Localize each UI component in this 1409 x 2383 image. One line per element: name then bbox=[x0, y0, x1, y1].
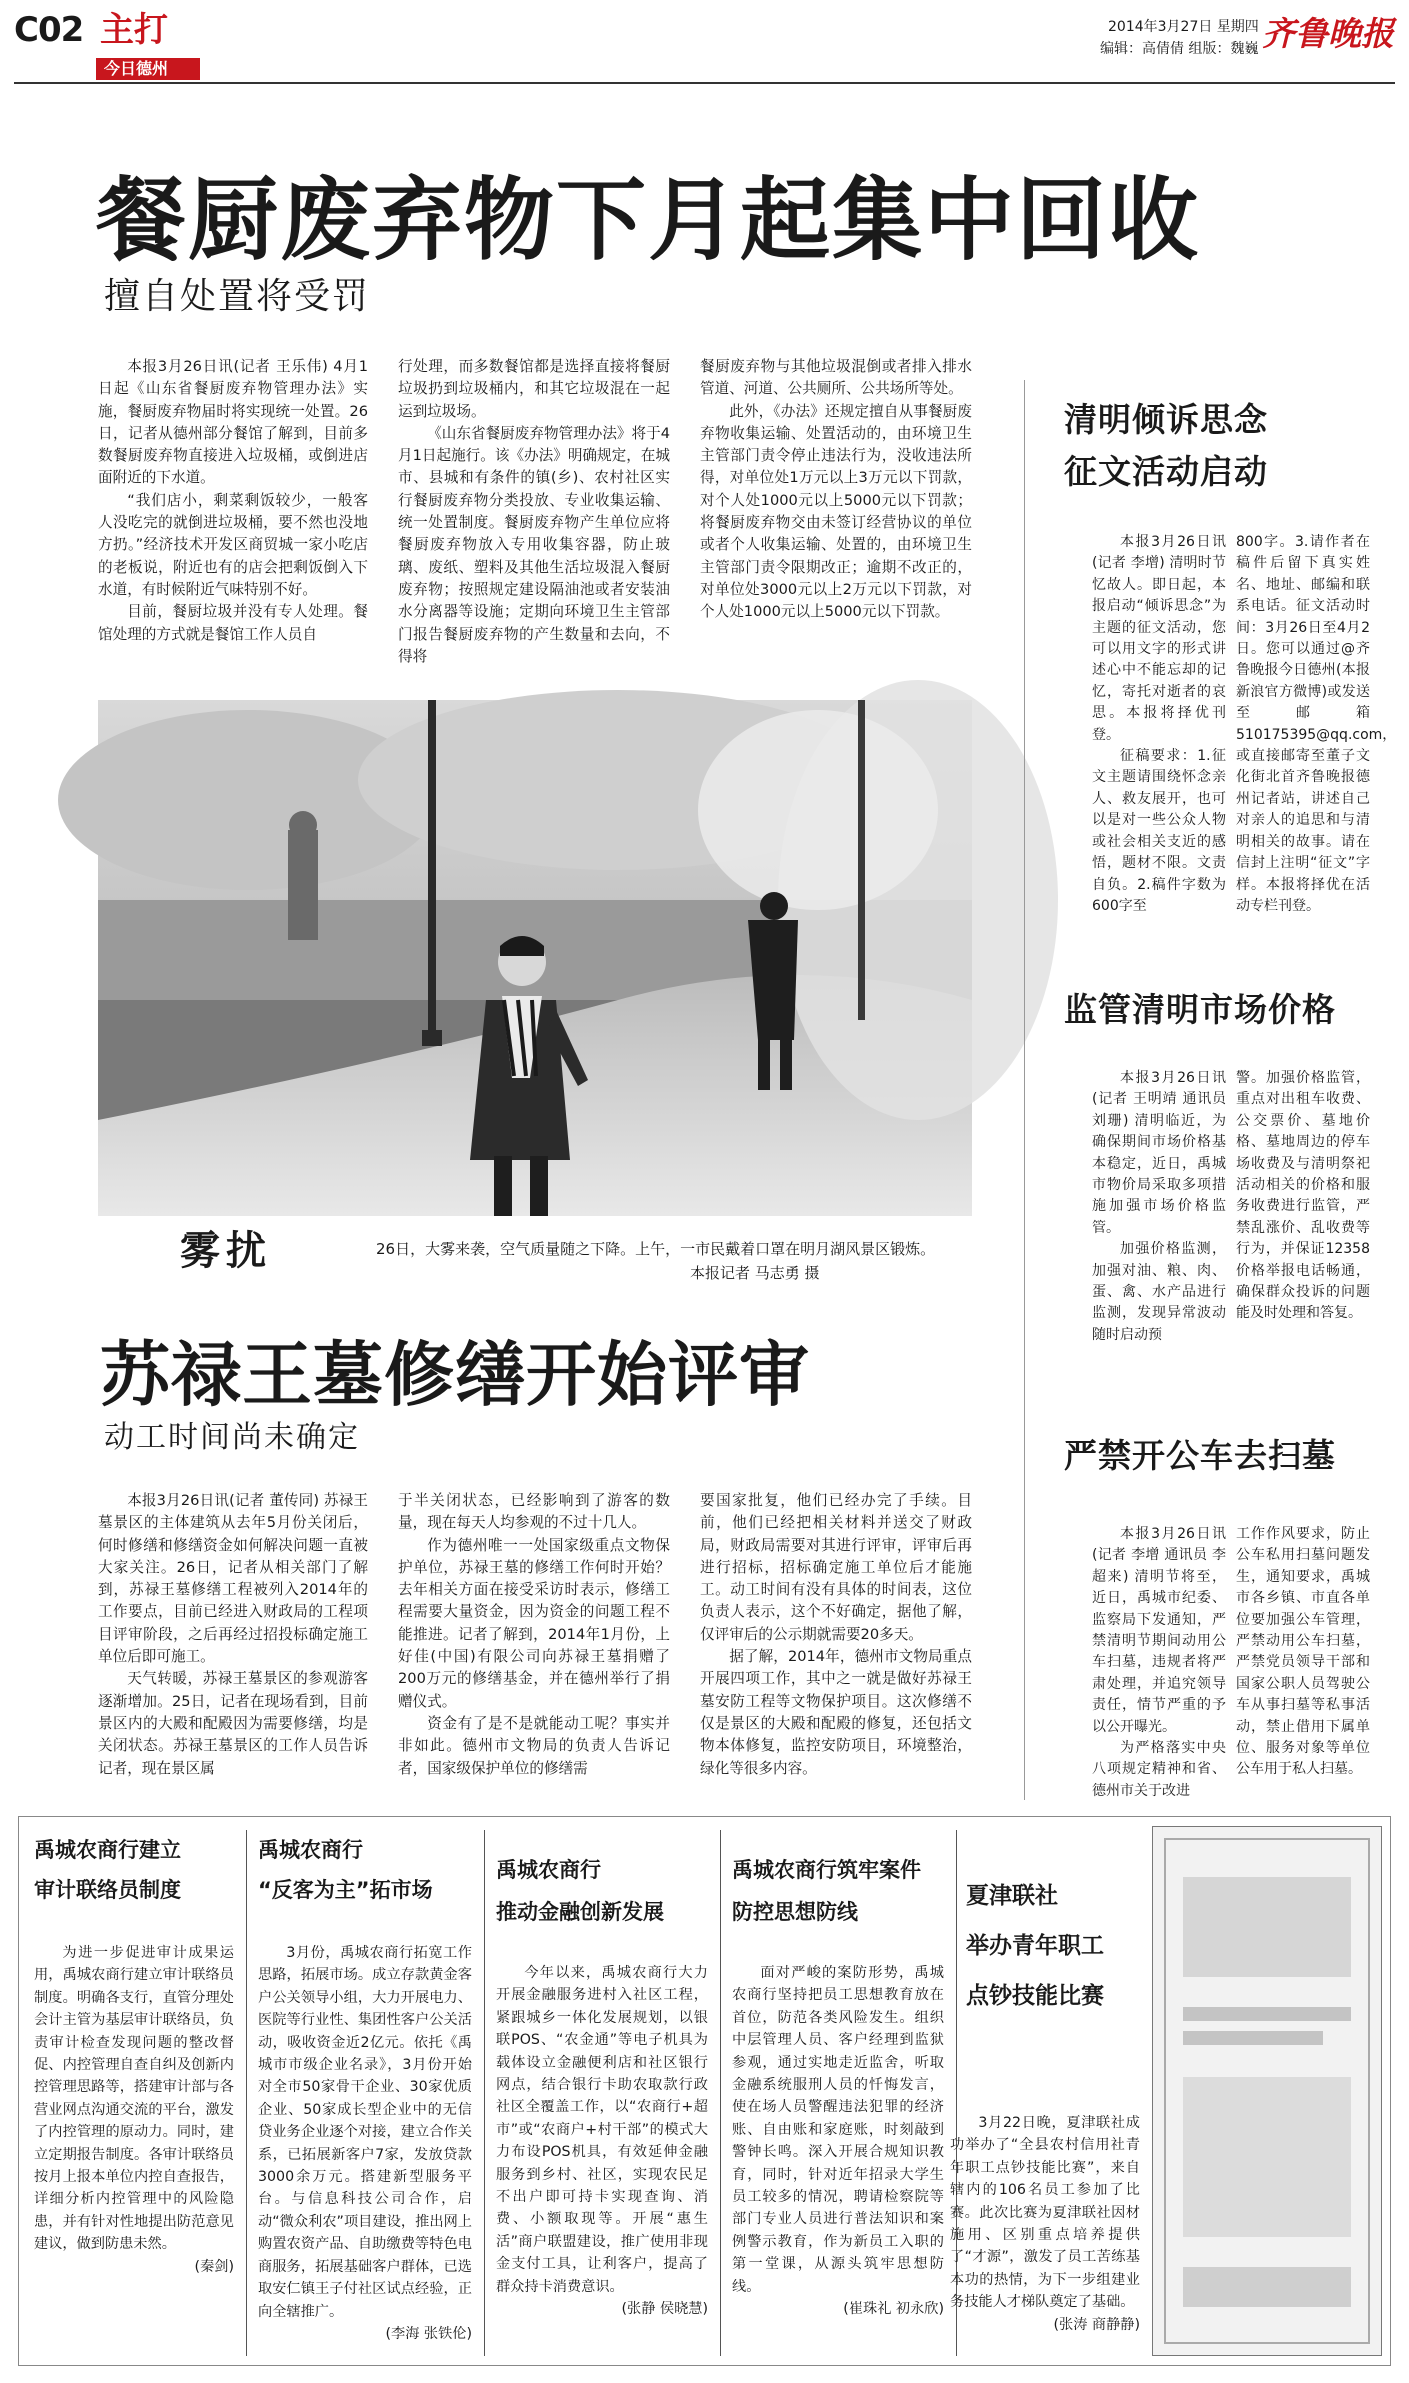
brief-1-signature: (秦剑) bbox=[194, 2258, 234, 2275]
brief-1-title-2: 审计联络员制度 bbox=[34, 1878, 181, 1902]
side-a-p1: 本报3月26日讯(记者 李增) 清明时节忆故人。即日起，本报启动“倾诉思念”为主题的征文活动，您可以用文字的形式讲述心中不能忘却的记忆，寄托对逝者的哀思。本报将择优刊登。 bbox=[1092, 534, 1226, 743]
lead-headline: 餐厨废弃物下月起集中回收 bbox=[96, 168, 1200, 273]
side-c-title: 严禁开公车去扫墓 bbox=[1064, 1436, 1336, 1475]
brief-1-text: 为进一步促进审计成果运用，禹城农商行建立审计联络员制度。明确各支行，直管分理处会计主管为基层审计联络员，负责审计检查发现问题的整改督促、内控管理自查自纠及创新内控管理思路等，搭建审计部与各营业网点沟通交流的平台，激发了内控管理的原动力。同时，建立定期报告制度。各审计联络员按月上报本单位内控自查报告，详细分析内控管理中的风险隐患，并有针对性地提出防范意见建议，做到防患未然。 bbox=[34, 1945, 234, 2253]
lead-p5: 《山东省餐厨废弃物管理办法》将于4月1日起施行。该《办法》明确规定，在城市、县城和有条件的镇(乡)、农村社区实行餐厨废弃物分类投放、专业收集运输、统一处置制度。餐厨废弃物产生单位应将餐厨废弃物放入专用收集容器，防止玻璃、废纸、塑料及其他生活垃圾混入餐厨废弃物；按照规定建设隔油池或者安装油水分离器等设施；定期向环境卫生主管部门报告餐厨废弃物的产生数量和去向，不得将 bbox=[398, 424, 670, 665]
side-b-p3: 警。加强价格监管，重点对出租车收费、公交票价、墓地价格、墓地周边的停车场收费及与清明祭祀活动相关的价格和服务收费进行监管，严禁乱涨价、乱收费等行为，并保证12358价格举报电话畅通，确保群众投诉的问题能及时处理和答复。 bbox=[1236, 1070, 1370, 1322]
masthead-logo: 齐鲁晚报 bbox=[1262, 14, 1394, 53]
second-col-2 bbox=[398, 1490, 670, 1800]
header-rule bbox=[14, 82, 1395, 84]
lead-subheadline: 擅自处置将受罚 bbox=[104, 276, 371, 317]
second-p6: 要国家批复，他们已经办完了手续。目前，他们已经把相关材料并送交了财政局，财政局需要对其进行评审，评审后再进行招标，招标确定施工单位后才能施工。动工时间有没有具体的时间表，这位负责人表示，这个不好确定，据他了解，仅评审后的公示期就需要20多天。 bbox=[700, 1492, 972, 1643]
second-col-3 bbox=[700, 1490, 972, 1800]
side-c-p3: 工作作风要求，防止公车私用扫墓问题发生，通知要求，禹城市各乡镇、市直各单位要加强公车管理，严禁动用公车扫墓，严禁党员领导干部和国家公职人员驾驶公车从事扫墓等私事活动，禁止借用下属单位、服务对象等单位公车用于私人扫墓。 bbox=[1236, 1526, 1370, 1778]
lead-col-2 bbox=[398, 356, 670, 696]
brief-2-text: 3月份，禹城农商行拓宽工作思路，拓展市场。成立存款黄金客户公关领导小组，大力开展电力、医院等行业性、集团性客户公关活动，吸收资金近2亿元。依托《禹城市市级企业名录》，3月份开始对全市50家骨干企业、30家优质企业、50家成长型企业中的无信贷业务企业逐个对接，建立合作关系，已拓展新客户7家，发放贷款3000余万元。搭建新型服务平台。与信息科技公司合作，启动“微众利农”项目建设，推出网上购置农资产品、自助缴费等特色电商服务，拓展基础客户群体，已选取安仁镇王子付社区试点经验，正向全辖推广。 bbox=[258, 1945, 472, 2320]
brief-5-title-2: 举办青年职工 bbox=[966, 1933, 1104, 1959]
brief-2-title-1: 禹城农商行 bbox=[258, 1838, 363, 1862]
second-col-1 bbox=[98, 1490, 368, 1800]
brief-1-body bbox=[34, 1942, 234, 2362]
side-b-title: 监管清明市场价格 bbox=[1064, 990, 1336, 1029]
second-p3: 于半关闭状态，已经影响到了游客的数量，现在每天人均参观的不过十几人。 bbox=[398, 1492, 670, 1532]
lead-p4: 行处理，而多数餐馆都是选择直接将餐厨垃圾扔到垃圾桶内，和其它垃圾混在一起运到垃圾场。 bbox=[398, 358, 670, 420]
brief-5-signature: (张涛 商静静) bbox=[1053, 2316, 1140, 2333]
news-photo bbox=[98, 700, 972, 1216]
side-a-title-2: 征文活动启动 bbox=[1064, 452, 1268, 491]
side-a-p3: 800字。3.请作者在稿件后留下真实姓名、地址、邮编和联系电话。征文活动时间：3月26日至4月2日。您可以通过@齐鲁晚报今日德州(本报新浪官方微博)或发送至邮箱510175395@qq.com，或直接邮寄至董子文化街北首齐鲁晚报德州记者站，讲述自己对亲人的追思和与清明相关的故事。请在信封上注明“征文”字样。本报将择优在活动专栏刊登。 bbox=[1236, 534, 1397, 914]
second-p5: 资金有了是不是就能动工呢？事实并非如此。德州市文物局的负责人告诉记者，国家级保护单位的修缮需 bbox=[398, 1714, 670, 1777]
second-subheadline: 动工时间尚未确定 bbox=[104, 1420, 360, 1455]
ad-placeholder-graphic bbox=[1153, 1827, 1381, 2355]
photo-label: 雾扰 bbox=[180, 1228, 272, 1274]
side-a-p2: 征稿要求：1.征文主题请围绕怀念亲人、救友展开，也可以是对一些公众人物或社会相关支近的感悟，题材不限。文责自负。2.稿件字数为600字至 bbox=[1092, 748, 1226, 914]
lead-p2: “我们店小，剩菜剩饭较少，一般客人没吃完的就倒进垃圾桶，要不然也没地方扔。”经济技术开发区商贸城一家小吃店的老板说，附近也有的店会把剩饭倒入下水道，有时候附近气味特别不好。 bbox=[98, 491, 368, 598]
side-b-col-1 bbox=[1092, 1068, 1226, 1343]
brief-3-signature: (张静 侯晓慧) bbox=[621, 2301, 708, 2318]
brief-4-signature: (崔珠礼 初永欣) bbox=[843, 2301, 944, 2318]
brief-divider-3 bbox=[720, 1830, 721, 2356]
brief-5-title-3: 点钞技能比赛 bbox=[966, 1983, 1104, 2009]
sidebar-divider bbox=[1024, 380, 1025, 1800]
brief-4-title-2: 防控思想防线 bbox=[732, 1900, 858, 1924]
brief-divider-1 bbox=[246, 1830, 247, 2356]
brief-1-title-1: 禹城农商行建立 bbox=[34, 1838, 181, 1862]
brief-5-title-1: 夏津联社 bbox=[966, 1883, 1058, 1909]
second-p1: 本报3月26日讯(记者 董传同) 苏禄王墓景区的主体建筑从去年5月份关闭后，何时修缮和修缮资金如何解决问题一直被大家关注。26日，记者从相关部门了解到，苏禄王墓修缮工程被列入2014年的工作要点，目前已经进入财政局的工程项目评审阶段，之后再经过招投标确定施工单位后即可施工。 bbox=[98, 1492, 368, 1666]
brief-2-title-2: “反客为主”拓市场 bbox=[258, 1878, 433, 1902]
date-line: 2014年3月27日 星期四 bbox=[1108, 19, 1259, 35]
lead-p7: 此外，《办法》还规定擅自从事餐厨废弃物收集运输、处置活动的，由环境卫生主管部门责令停止违法行为，没收违法所得，对单位处1万元以上3万元以下罚款，对个人处1000元以上5000元以下罚款；将餐厨废弃物交由未签订经营协议的单位或者个人收集运输、处置的，由环境卫生主管部门责令限期改正；逾期不改正的，对单位处3000元以上2万元以下罚款，对个人处1000元以上5000元以下罚款。 bbox=[700, 402, 972, 621]
brief-divider-2 bbox=[484, 1830, 485, 2356]
lead-col-3 bbox=[700, 356, 972, 696]
second-p7: 据了解，2014年，德州市文物局重点开展四项工作，其中之一就是做好苏禄王墓安防工程等文物保护项目。这次修缮不仅是景区的大殿和配殿的修复，还包括文物本体修复，监控安防项目，环境整治，绿化等很多内容。 bbox=[700, 1648, 972, 1777]
fog-park-photo bbox=[98, 700, 972, 1216]
side-b-p1: 本报3月26日讯(记者 王明靖 通讯员 刘珊) 清明临近，为确保期间市场价格基本稳定，近日，禹城市物价局采取多项措施加强市场价格监管。 bbox=[1092, 1070, 1226, 1236]
side-b-col-2 bbox=[1236, 1068, 1370, 1332]
brief-4-text: 面对严峻的案防形势，禹城农商行坚持把员工思想教育放在首位，防范各类风险发生。组织中层管理人员、客户经理到监狱参观，通过实地走近监舍，听取金融系统服刑人员的忏悔发言，使在场人员警醒违法犯罪的经济账、自由账和家庭账，时刻敲到警钟长鸣。深入开展合规知识教育，同时，针对近年招录大学生员工较多的情况，聘请检察院等部门专业人员进行普法知识和案例警示教育，作为新员工入职的第一堂课，从源头筑牢思想防线。 bbox=[732, 1965, 944, 2295]
second-headline: 苏禄王墓修缮开始评审 bbox=[100, 1334, 810, 1416]
page-header bbox=[0, 0, 1409, 78]
brief-3-title-2: 推动金融创新发展 bbox=[496, 1900, 664, 1924]
brief-3-text: 今年以来，禹城农商行大力开展金融服务进村入社区工程，紧跟城乡一体化发展规划，以银联POS、“农金通”等电子机具为载体设立金融便利店和社区银行网点，结合银行卡助农取款行政社区全覆盖工作，以“农商行+超市”或“农商户+村干部”的模式大力布设POS机具，有效延伸金融服务到乡村、社区，实现农民足不出户即可持卡实现查询、消费、小额取现等。开展“惠生活”商户联盟建设，推广使用非现金支付工具，让利客户，提高了群众持卡消费意识。 bbox=[496, 1965, 708, 2295]
side-c-p2: 为严格落实中央八项规定精神和省、德州市关于改进 bbox=[1092, 1740, 1226, 1799]
subsection-label: 今日德州 bbox=[104, 59, 169, 78]
brief-4-title-1: 禹城农商行筑牢案件 bbox=[732, 1858, 921, 1882]
side-a-title-1: 清明倾诉思念 bbox=[1064, 400, 1268, 439]
photo-credit: 本报记者 马志勇 摄 bbox=[690, 1264, 820, 1282]
brief-5-body bbox=[950, 2112, 1140, 2362]
side-c-col-2 bbox=[1236, 1524, 1370, 1800]
brief-3-body bbox=[496, 1962, 708, 2362]
side-c-p1: 本报3月26日讯(记者 李增 通讯员 李超来) 清明节将至，近日，禹城市纪委、监察局下发通知，严禁清明节期间动用公车扫墓，违规者将严肃处理，并追究领导责任，情节严重的予以公开曝光。 bbox=[1092, 1526, 1226, 1735]
brief-3-title-1: 禹城农商行 bbox=[496, 1858, 601, 1882]
photo-caption: 26日，大雾来袭，空气质量随之下降。上午，一市民戴着口罩在明月湖风景区锻炼。 bbox=[376, 1240, 936, 1258]
lead-col-1 bbox=[98, 356, 368, 696]
ad-area bbox=[1152, 1826, 1382, 2356]
brief-2-signature: (李海 张铁伦) bbox=[385, 2325, 472, 2342]
lead-p3: 目前，餐厨垃圾并没有专人处理。餐馆处理的方式就是餐馆工作人员自 bbox=[98, 603, 368, 643]
second-p2: 天气转暖，苏禄王墓景区的参观游客逐渐增加。25日，记者在现场看到，目前景区内的大殿和配殿因为需要修缮，均是关闭状态。苏禄王墓景区的工作人员告诉记者，现在景区属 bbox=[98, 1670, 368, 1777]
page-code: C02 bbox=[14, 10, 84, 50]
brief-2-body bbox=[258, 1942, 472, 2362]
side-b-p2: 加强价格监测，加强对油、粮、肉、蛋、禽、水产品进行监测，发现异常波动随时启动预 bbox=[1092, 1241, 1226, 1343]
brief-4-body bbox=[732, 1962, 944, 2362]
brief-5-text: 3月22日晚，夏津联社成功举办了“全县农村信用社青年职工点钞技能比赛”，来自辖内的106名员工参加了比赛。此次比赛为夏津联社因材施用、区别重点培养提供了“才源”，激发了员工苦练基本功的热情，为下一步组建业务技能人才梯队奠定了基础。 bbox=[950, 2115, 1140, 2311]
editor-line: 编辑：高倩倩 组版：魏巍 bbox=[1100, 41, 1259, 57]
section-label: 主打 bbox=[100, 10, 168, 50]
side-c-col-1 bbox=[1092, 1524, 1226, 1800]
lead-p6: 餐厨废弃物与其他垃圾混倒或者排入排水管道、河道、公共厕所、公共场所等处。 bbox=[700, 358, 972, 398]
lead-p1: 本报3月26日讯(记者 王乐伟) 4月1日起《山东省餐厨废弃物管理办法》实施，餐厨废弃物届时将实现统一处置。26日，记者从德州部分餐馆了解到，目前多数餐厨废弃物直接进入垃圾桶，或倒进店面附近的下水道。 bbox=[98, 358, 368, 487]
second-p4: 作为德州唯一一处国家级重点文物保护单位，苏禄王墓的修缮工作何时开始？去年相关方面在接受采访时表示，修缮工程需要大量资金，因为资金的问题工程不能推进。记者了解到，2014年1月份，上好佳(中国)有限公司向苏禄王墓捐赠了200万元的修缮基金，并在德州举行了捐赠仪式。 bbox=[398, 1536, 670, 1710]
